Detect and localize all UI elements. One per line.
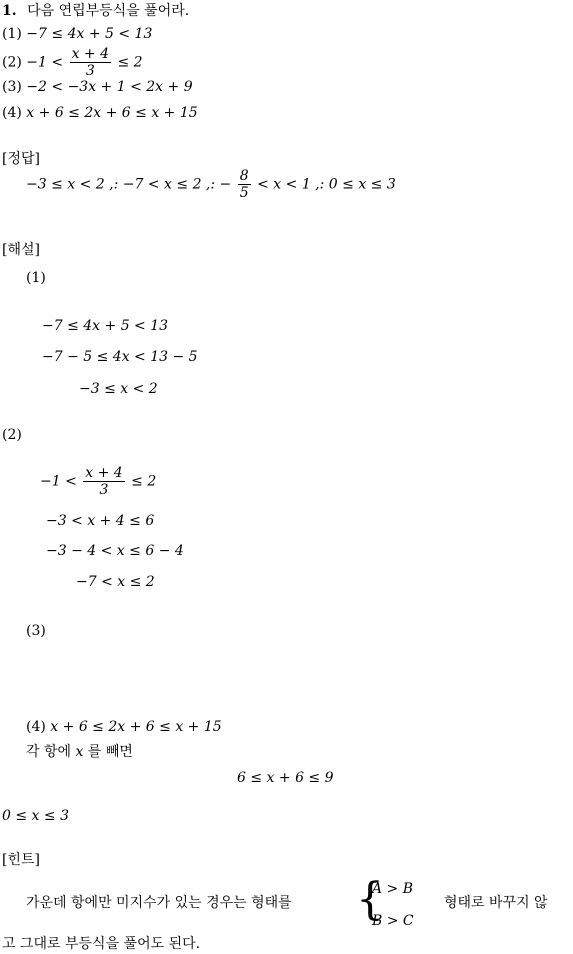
answer-part-2: < x < 1 ,: 0 ≤ x ≤ 3: [257, 176, 396, 193]
case-2: B > C: [372, 913, 414, 929]
item-expr: x + 6 ≤ 2x + 6 ≤ x + 15: [50, 719, 222, 735]
hint-heading: [힌트]: [2, 852, 40, 868]
fraction-denominator: 5: [239, 185, 249, 201]
solution-heading: [해설]: [2, 242, 40, 258]
item-label: (1): [2, 26, 22, 42]
fraction: [83, 465, 124, 498]
problem-item-1: [2, 27, 152, 41]
answer-line: [26, 168, 396, 201]
problem-instruction: 다음 연립부등식을 풀어라.: [27, 3, 190, 19]
solution-4-result: 0 ≤ x ≤ 3: [2, 808, 69, 824]
item-expr: x + 6 ≤ 2x + 6 ≤ x + 15: [26, 105, 198, 121]
solution-1-label: (1): [26, 270, 46, 286]
answer-fraction: [238, 168, 251, 201]
solution-4-line: [26, 720, 222, 734]
problem-item-2: [2, 46, 143, 79]
hint-text-3: 고 그대로 부등식을 풀어도 된다.: [2, 936, 201, 952]
item-expr-left: −1 <: [26, 54, 64, 71]
problem-header: [2, 4, 189, 18]
item-expr-right: ≤ 2: [117, 54, 143, 71]
variable: x: [75, 744, 84, 760]
solution-2-line: −3 < x + 4 ≤ 6: [46, 513, 155, 529]
answer-part-1: −3 ≤ x < 2 ,: −7 < x ≤ 2 ,: −: [26, 176, 232, 193]
fraction-denominator: 3: [99, 482, 109, 498]
solution-1-line: −3 ≤ x < 2: [79, 381, 158, 397]
expr-right: ≤ 2: [131, 473, 157, 490]
left-brace: {: [356, 874, 384, 925]
problem-item-3: [2, 80, 193, 94]
hint-text-1: 가운데 항에만 미지수가 있는 경우는 형태를: [26, 895, 292, 911]
fraction: [70, 46, 111, 79]
item-expr: −7 ≤ 4x + 5 < 13: [26, 26, 153, 42]
item-label: (2): [2, 54, 22, 71]
solution-2-first-line: [40, 465, 156, 498]
solution-2-line: −7 < x ≤ 2: [76, 574, 155, 590]
solution-3-label: (3): [26, 623, 46, 639]
item-label: (4): [2, 105, 22, 121]
hint-text-2: 형태로 바꾸지 않: [444, 895, 548, 911]
item-expr: −2 < −3x + 1 < 2x + 9: [26, 79, 193, 95]
problem-item-4: [2, 106, 198, 120]
solution-4-text: [26, 745, 133, 759]
solution-2-line: −3 − 4 < x ≤ 6 − 4: [46, 543, 184, 559]
item-label: (4): [26, 719, 46, 735]
expr-left: −1 <: [40, 473, 77, 490]
problem-number: 1.: [2, 3, 17, 19]
fraction-denominator: 3: [85, 63, 95, 79]
case-1: A > B: [372, 881, 414, 897]
fraction-numerator: x + 4: [85, 465, 123, 481]
answer-heading: [정답]: [2, 151, 40, 167]
item-label: (3): [2, 79, 22, 95]
text: 를 빼면: [87, 744, 133, 760]
solution-4-center: 6 ≤ x + 6 ≤ 9: [237, 770, 334, 786]
text: 각 항에: [26, 744, 72, 760]
solution-2-label: (2): [2, 427, 22, 443]
solution-1-line: −7 − 5 ≤ 4x < 13 − 5: [42, 349, 198, 365]
fraction-numerator: x + 4: [71, 46, 110, 62]
fraction-numerator: 8: [239, 168, 249, 184]
solution-1-line: −7 ≤ 4x + 5 < 13: [42, 318, 169, 334]
